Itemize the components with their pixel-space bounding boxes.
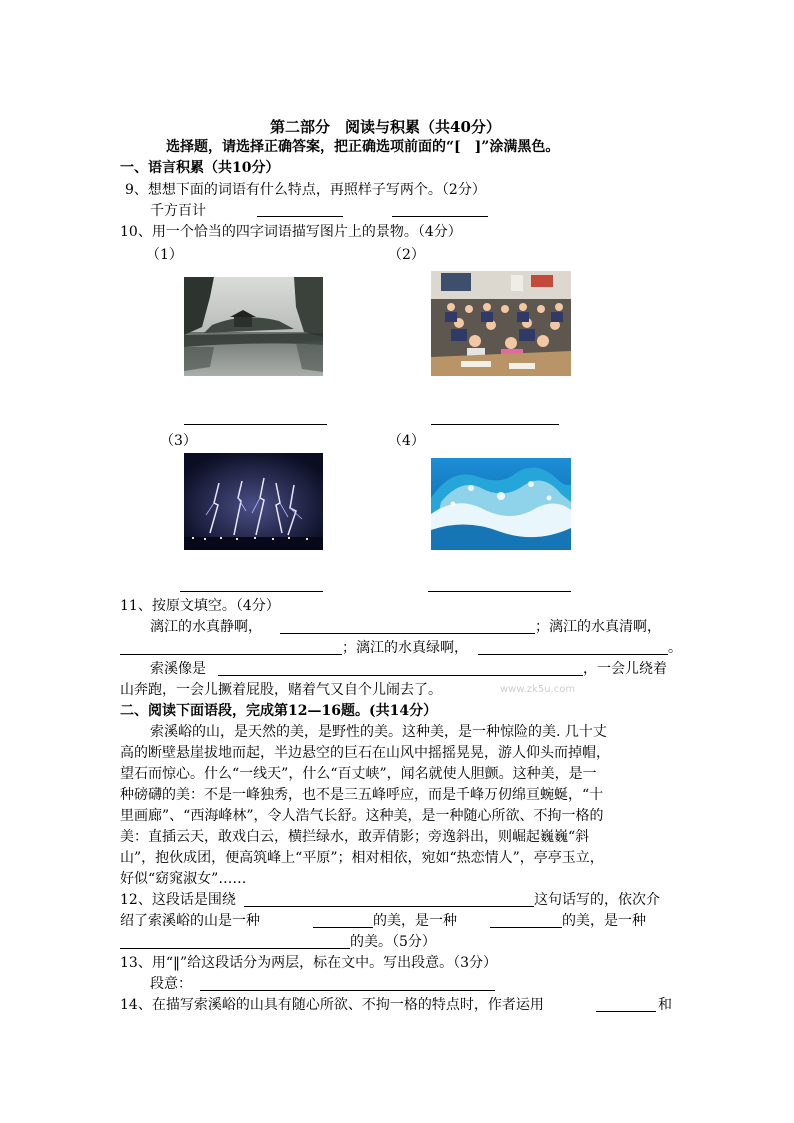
q12-line3: 的美。（5分）: [350, 934, 436, 950]
q11-line2-end: 。: [668, 640, 682, 656]
passage-line: 望石而惊心。什么“一线天”，什么“百丈峡”，闻名就使人胆颤。这种美，是一: [120, 766, 597, 782]
q13-blank[interactable]: [200, 990, 495, 991]
question-12-mid: 这句话写的，依次介: [534, 892, 660, 908]
q12-line2-c: 的美，是一种: [562, 913, 646, 929]
passage-line: 索溪峪的山，是天然的美，是野性的美。这种美，是一种惊险的美. 几十丈: [150, 724, 607, 740]
q10-blank-1[interactable]: [184, 424, 327, 425]
question-9: 9、想想下面的词语有什么特点，再照样子写两个。（2分）: [125, 182, 486, 198]
question-14-end: 和: [658, 997, 672, 1013]
passage-line: 种磅礴的美：不是一峰独秀，也不是三五峰呼应，而是千峰万仞绵亘蜿蜒，“十: [120, 787, 604, 803]
q13-label: 段意：: [150, 976, 192, 992]
question-10: 10、用一个恰当的四字词语描写图片上的景物。（4分）: [120, 224, 462, 240]
img-label-1: （1）: [146, 247, 183, 263]
img-label-4: （4）: [388, 433, 425, 449]
passage-line: 高的断壁悬崖拔地而起，半边悬空的巨石在山风中摇摇晃晃，游人仰头而掉帽，: [120, 745, 610, 761]
passage-line: 里画廊”、“西海峰林”，令人浩气长舒。这种美，是一种随心所欲、不拘一格的: [120, 808, 604, 824]
q9-blank-1[interactable]: [257, 216, 343, 217]
q11-line1-start: 漓江的水真静啊，: [150, 619, 262, 635]
instruction-text: 选择题，请选择正确答案，把正确选项前面的“[ ]”涂满黑色。: [166, 139, 560, 155]
watermark: www.zk5u.com: [500, 684, 576, 695]
passage-line: 好似“窈窕淑女”……: [120, 871, 247, 887]
q12-blank-3[interactable]: [490, 927, 562, 928]
q12-line2-a: 绍了索溪峪的山是一种: [120, 913, 260, 929]
q12-blank-4[interactable]: [120, 948, 350, 949]
passage-line: 山”，抱伙成团，便高筑峰上“平原”；相对相依，宛如“热恋情人”，亭亭玉立，: [120, 850, 604, 866]
q12-blank-1[interactable]: [244, 906, 534, 907]
lightning-image: [184, 453, 323, 550]
q9-blank-2[interactable]: [392, 216, 488, 217]
passage-line: 美：直插云天，敢戏白云，横拦绿水，敢弄倩影；旁逸斜出，则崛起巍巍“斜: [120, 829, 590, 845]
q11-blank-3[interactable]: [478, 654, 668, 655]
question-13: 13、用“‖”给这段话分为两层，标在文中。写出段意。（3分）: [120, 955, 498, 971]
q12-line2-b: 的美，是一种: [373, 913, 457, 929]
q11-blank-1[interactable]: [280, 633, 535, 634]
q11-blank-2[interactable]: [120, 654, 342, 655]
classroom-image: [431, 271, 571, 376]
q11-blank-4[interactable]: [218, 675, 583, 676]
question-11: 11、按原文填空。（4分）: [120, 598, 280, 614]
section-title: 第二部分 阅读与积累（共40分）: [270, 118, 501, 136]
q11-line2-mid: ；漓江的水真绿啊，: [342, 640, 468, 656]
section-heading-1: 一、语言积累（共10分）: [120, 160, 280, 176]
img-label-3: （3）: [160, 433, 197, 449]
q12-blank-2[interactable]: [313, 927, 373, 928]
q10-blank-3[interactable]: [180, 591, 323, 592]
ocean-wave-image: [431, 458, 571, 550]
q9-example: 千方百计: [150, 203, 206, 219]
q10-blank-4[interactable]: [428, 591, 571, 592]
q10-blank-2[interactable]: [431, 424, 559, 425]
q11-line3-start: 索溪像是: [150, 661, 206, 677]
question-14: 14、在描写索溪峪的山具有随心所欲、不拘一格的特点时，作者运用: [120, 997, 544, 1013]
lake-pavilion-image: [184, 277, 323, 376]
q11-line3-end: ，一会儿绕着: [583, 661, 667, 677]
q14-blank[interactable]: [596, 1011, 656, 1012]
q11-line4: 山奔跑，一会儿撅着屁股，赌着气又自个儿闹去了。: [120, 682, 442, 698]
question-12-start: 12、这段话是围绕: [120, 892, 236, 908]
q11-line1-mid: ；漓江的水真清啊，: [535, 619, 661, 635]
img-label-2: （2）: [388, 247, 425, 263]
section-heading-2: 二、阅读下面语段，完成第12—16题。(共14分）: [120, 703, 438, 719]
